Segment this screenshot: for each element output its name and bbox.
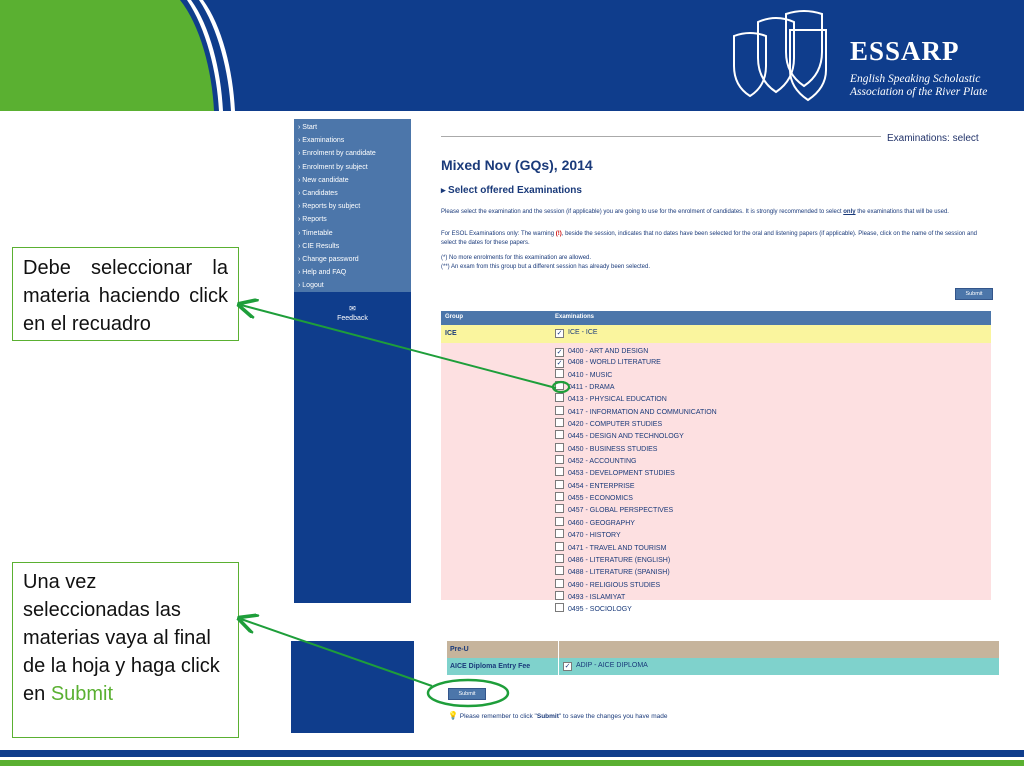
exam-label: 0400 - ART AND DESIGN (568, 348, 649, 355)
footer-stripe-green (0, 760, 1024, 766)
exam-checkbox[interactable]: ✓ (556, 349, 563, 356)
exam-label: 0420 - COMPUTER STUDIES (568, 421, 663, 429)
remember-text-a: Please remember to click " (459, 713, 537, 720)
group-ice-label: ICE (445, 330, 457, 337)
aice-group-label: AICE Diploma Entry Fee (450, 663, 531, 670)
sidebar-item-timetable[interactable]: › Timetable (294, 227, 411, 240)
exam-aice-label: ADIP - AICE DIPLOMA (576, 662, 648, 669)
exam-label: 0452 - ACCOUNTING (568, 458, 637, 466)
exam-label: 0470 - HISTORY (568, 532, 621, 540)
org-name: ESSARP (850, 36, 960, 66)
col-header-group: Group (445, 314, 463, 320)
callout-submit-text: Una vez seleccionadas las materias vaya al final de la hoja y haga click en (23, 571, 220, 705)
instructions-emphasis: only (843, 209, 856, 215)
arrow-to-checkbox (241, 305, 556, 388)
sidebar-item-change-password[interactable]: › Change password (294, 253, 411, 266)
section-title: ▸ Select offered Examinations (441, 185, 582, 196)
breadcrumb: Examinations: select (887, 133, 979, 144)
remember-text-b: " to save the changes you have made (558, 713, 668, 720)
lightbulb-icon: 💡 (448, 711, 458, 720)
exam-label: 0453 - DEVELOPMENT STUDIES (568, 470, 675, 478)
submit-button-bottom[interactable]: Submit (448, 688, 486, 700)
exam-label: 0454 - ENTERPRISE (568, 482, 635, 490)
exam-label: 0493 - ISLAMIYAT (568, 593, 626, 601)
col-header-examinations: Examinations (555, 314, 595, 320)
envelope-icon: ✉ (349, 304, 356, 313)
checkbox-ice[interactable]: ✓ (556, 330, 563, 337)
exam-checkbox[interactable]: ✓ (556, 360, 563, 368)
esol-text-a: For ESOL Examinations only: The warning (441, 231, 555, 237)
sidebar-item-reports-by-subject[interactable]: › Reports by subject (294, 200, 411, 213)
exam-label: 0410 - MUSIC (568, 371, 613, 379)
org-fullname-line2: Association of the River Plate (850, 86, 988, 98)
preu-label: Pre-U (450, 646, 469, 653)
sidebar-item-new-candidate[interactable]: › New candidate (294, 174, 411, 187)
exam-label: 0450 - BUSINESS STUDIES (568, 445, 658, 453)
org-fullname-line1: English Speaking Scholastic (850, 73, 981, 85)
sidebar-item-cie-results[interactable]: › CIE Results (294, 240, 411, 253)
exam-label: 0411 - DRAMA (568, 384, 615, 392)
exam-label: 0417 - INFORMATION AND COMMUNICATION (568, 408, 717, 416)
exam-label: 0490 - RELIGIOUS STUDIES (568, 581, 661, 589)
sidebar-item-help-faq[interactable]: › Help and FAQ (294, 266, 411, 279)
instructions-text-a: Please select the examination and the session (if applicable) you are going to use for the enrolment of candidates. It is strongly recommended to select (441, 209, 842, 215)
exam-label: 0460 - GEOGRAPHY (568, 519, 635, 527)
sidebar-item-start[interactable]: › Start (294, 121, 411, 134)
sidebar-item-candidates[interactable]: › Candidates (294, 187, 411, 200)
warning-mark: (!) (555, 231, 562, 237)
sidebar-item-reports[interactable]: › Reports (294, 213, 411, 226)
arrow-to-submit (241, 619, 432, 686)
exam-label: 0457 - GLOBAL PERSPECTIVES (568, 507, 674, 515)
submit-highlight-circle (428, 680, 508, 706)
exam-label: 0413 - PHYSICAL EDUCATION (568, 396, 667, 404)
exam-ice-label: ICE - ICE (568, 329, 598, 336)
submit-button-top[interactable]: Submit (955, 288, 993, 300)
feedback-label: Feedback (337, 315, 368, 322)
checkbox-aice[interactable]: ✓ (564, 663, 571, 670)
legend-note-1: (*) No more enrolments for this examination are allowed. (441, 255, 592, 261)
exam-label: 0495 - SOCIOLOGY (568, 606, 632, 614)
exam-label: 0408 - WORLD LITERATURE (568, 359, 661, 367)
callout-submit-link: Submit (50, 683, 114, 705)
exam-label: 0488 - LITERATURE (SPANISH) (568, 569, 670, 577)
exam-label: 0471 - TRAVEL AND TOURISM (568, 544, 667, 552)
exam-label: 0486 - LITERATURE (ENGLISH) (568, 556, 671, 564)
instructions-text-b: the examinations that will be used. (857, 209, 949, 215)
callout-select-subject: Debe seleccionar la materia haciendo click en el recuadro (12, 247, 239, 341)
exam-label: 0455 - ECONOMICS (568, 495, 633, 503)
footer-stripe-blue (0, 750, 1024, 757)
page-title: Mixed Nov (GQs), 2014 (441, 157, 593, 173)
sidebar-item-logout[interactable]: › Logout (294, 279, 411, 292)
remember-text-bold: Submit (536, 713, 559, 720)
exam-label: 0445 - DESIGN AND TECHNOLOGY (568, 433, 684, 441)
sidebar-item-enrolment-by-subject[interactable]: › Enrolment by subject (294, 161, 411, 174)
sidebar-item-enrolment-by-candidate[interactable]: › Enrolment by candidate (294, 147, 411, 160)
sidebar-item-examinations[interactable]: › Examinations (294, 134, 411, 147)
esol-text-b: , beside the session, indicates that no dates have been selected for the oral and listening papers (if applicable). Please, click on the name of the session and select the dates for these papers. (441, 231, 977, 246)
legend-note-2: (**) An exam from this group but a different session has already been selected. (441, 264, 651, 270)
